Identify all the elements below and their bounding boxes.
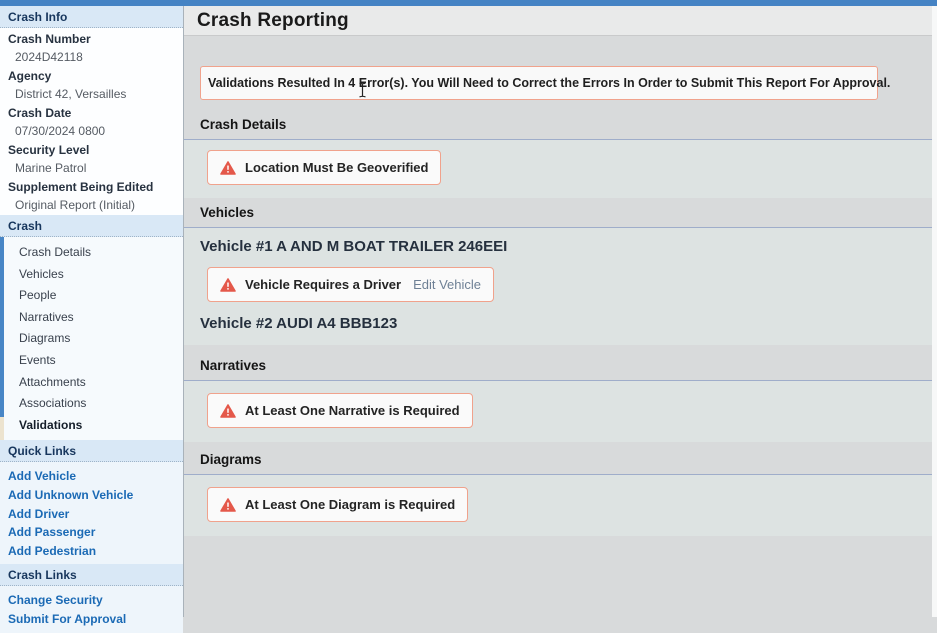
field-value-security-level: Marine Patrol — [15, 161, 87, 175]
vehicle-2-title: Vehicle #2 AUDI A4 BBB123 — [200, 315, 398, 332]
validation-summary-banner: Validations Resulted In 4 Error(s). You Will Need to Correct the Errors In Order to Submit This Report For Approval. — [200, 66, 878, 100]
section-crash-details — [184, 140, 937, 198]
crash-info-fields — [0, 28, 183, 215]
error-text: At Least One Diagram is Required — [245, 497, 456, 512]
page-title: Crash Reporting — [197, 10, 349, 31]
sidebar-item-vehicles[interactable]: Vehicles — [19, 266, 64, 281]
section-diagrams — [184, 475, 937, 536]
field-label-security-level: Security Level — [8, 143, 90, 157]
crash-links-list — [0, 586, 183, 632]
sidebar-item-events[interactable]: Events — [19, 352, 56, 367]
link-submit-for-approval[interactable]: Submit For Approval — [8, 611, 127, 626]
sidebar-item-associations[interactable]: Associations — [19, 396, 87, 411]
edit-vehicle-link[interactable]: Edit Vehicle — [413, 277, 482, 292]
error-diagram-required — [207, 487, 468, 522]
vehicle-1-title: Vehicle #1 A AND M BOAT TRAILER 246EEI — [200, 238, 508, 255]
link-change-security[interactable]: Change Security — [8, 593, 103, 608]
field-value-crash-number: 2024D42118 — [15, 50, 83, 64]
sidebar-item-validations[interactable]: Validations — [19, 417, 83, 432]
link-add-unknown-vehicle[interactable]: Add Unknown Vehicle — [8, 487, 134, 502]
sidebar-header-crash-links: Crash Links — [0, 564, 183, 586]
error-vehicle-requires-driver — [207, 267, 494, 302]
scrollbar-track[interactable] — [932, 6, 937, 617]
sidebar-item-people[interactable]: People — [19, 288, 57, 303]
field-label-agency: Agency — [8, 69, 52, 83]
field-label-crash-number: Crash Number — [8, 32, 91, 46]
error-text: At Least One Narrative is Required — [245, 403, 460, 418]
sidebar — [0, 6, 184, 626]
link-add-vehicle[interactable]: Add Vehicle — [8, 469, 77, 484]
section-heading-diagrams: Diagrams — [184, 452, 937, 475]
link-add-driver[interactable]: Add Driver — [8, 506, 70, 521]
section-heading-narratives: Narratives — [184, 358, 937, 381]
link-add-pedestrian[interactable]: Add Pedestrian — [8, 543, 97, 558]
warning-icon — [220, 404, 236, 418]
error-location-geoverified — [207, 150, 441, 185]
field-value-supplement: Original Report (Initial) — [15, 198, 136, 212]
quick-links-list — [0, 462, 183, 564]
section-narratives — [184, 381, 937, 442]
sidebar-item-diagrams[interactable]: Diagrams — [19, 331, 71, 346]
warning-icon — [220, 161, 236, 175]
error-narrative-required — [207, 393, 473, 428]
crash-nav-list — [0, 237, 183, 440]
field-label-crash-date: Crash Date — [8, 106, 72, 120]
section-vehicles — [184, 228, 937, 345]
section-heading-vehicles: Vehicles — [184, 205, 937, 228]
crash-list-accent-strip-end — [0, 417, 4, 440]
sidebar-header-quick-links: Quick Links — [0, 440, 183, 462]
sidebar-header-crash: Crash — [0, 215, 183, 237]
field-label-supplement: Supplement Being Edited — [8, 180, 154, 194]
error-text: Vehicle Requires a Driver — [245, 277, 402, 292]
sidebar-item-crash-details[interactable]: Crash Details — [19, 245, 92, 259]
field-value-agency: District 42, Versailles — [15, 87, 127, 101]
sidebar-item-attachments[interactable]: Attachments — [19, 374, 86, 389]
page-header — [184, 6, 937, 36]
warning-icon — [220, 498, 236, 512]
error-text: Location Must Be Geoverified — [245, 160, 429, 175]
sidebar-header-crash-info: Crash Info — [0, 6, 183, 28]
link-add-passenger[interactable]: Add Passenger — [8, 525, 96, 540]
warning-icon — [220, 278, 236, 292]
text-cursor — [358, 82, 367, 103]
field-value-crash-date: 07/30/2024 0800 — [15, 124, 106, 138]
main-content — [184, 6, 937, 617]
section-heading-crash-details: Crash Details — [184, 117, 937, 140]
sidebar-item-narratives[interactable]: Narratives — [19, 309, 74, 324]
crash-list-accent-strip — [0, 237, 4, 417]
